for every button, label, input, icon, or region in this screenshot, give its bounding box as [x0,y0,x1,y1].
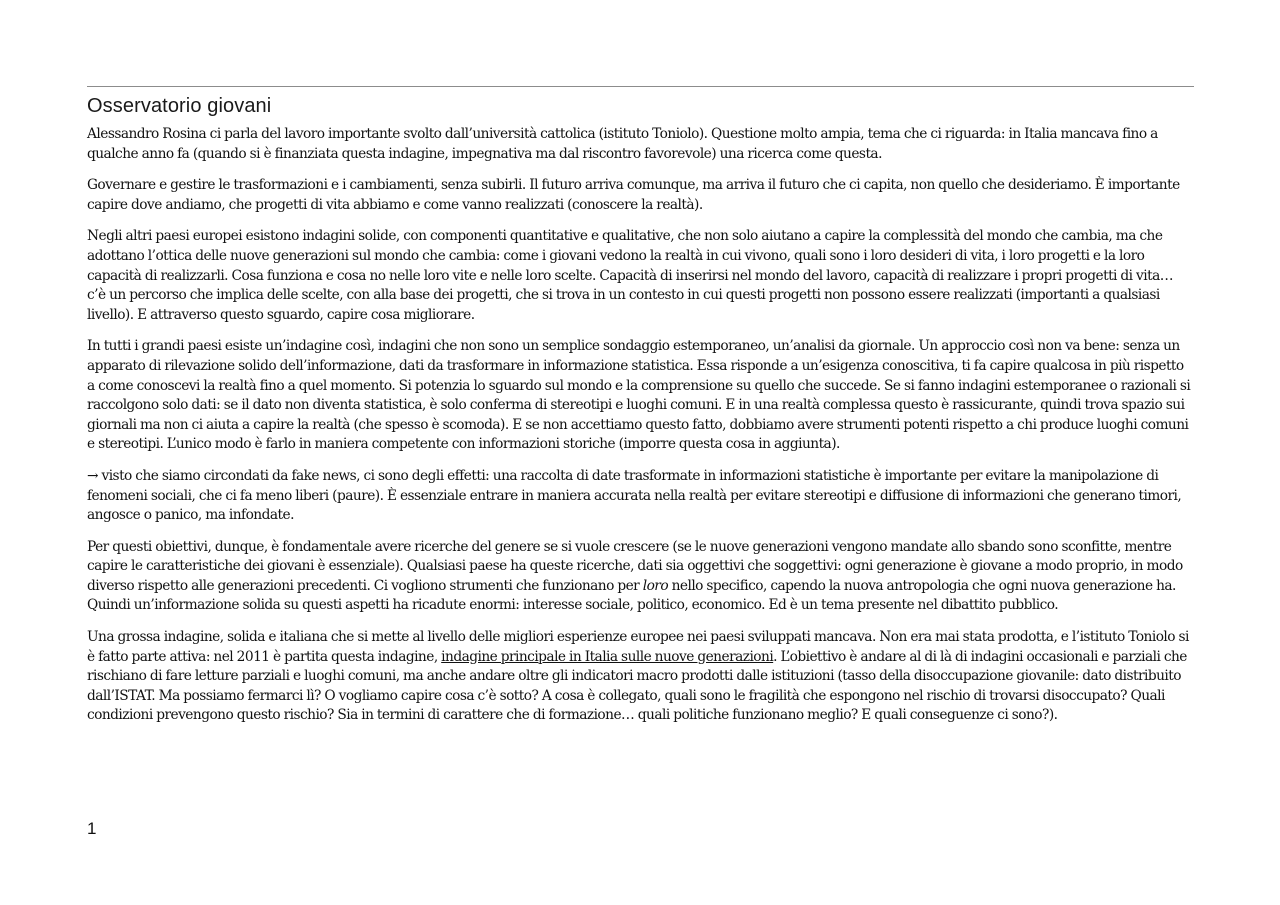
page-number: 1 [87,819,97,838]
paragraph-1: Alessandro Rosina ci parla del lavoro importante svolto dall’università cattolica (istituto Toniolo). Questione molto ampia, tema che ci riguarda: in Italia mancava fino a qualche anno fa (quando si è finanziata questa indagine, impegnativa ma dal riscontro favorevole) una ricerca come questa. [87,126,1158,162]
paragraph-7 [87,628,1194,726]
paragraph-2: Governare e gestire le trasformazioni e i cambiamenti, senza subirli. Il futuro arriva comunque, ma arriva il futuro che ci capita, non quello che desideriamo. È importante capire dove andiamo, che progetti di vita abbiamo e come vanno realizzati (conoscere la realtà). [87,177,1180,213]
paragraph-6-italic-word: loro [642,577,669,594]
document-body [87,125,1194,726]
paragraph-5: → visto che siamo circondati da fake news, ci sono degli effetti: una raccolta di date trasformate in informazioni statistiche è importante per evitare la manipolazione di fenomeni sociali, che ci fa meno liberi (paure). È essenziale entrare in maniera accurata nella realtà per evitare stereotipi e diffusione di informazioni che generano timori, angosce o panico, ma infondate. [87,467,1182,524]
paragraph-7-text-end: . L’obiettivo è andare al di là di indagini occasionali e parziali che rischiano di fare letture parziali e luoghi comuni, ma anche andare oltre gli indicatori macro prodotti dalle istituzioni (tasso della disoccupazione giovanile: dato distribuito dall’ISTAT. Ma possiamo fermarci lì? O vogliamo capire cosa c’è sotto? A cosa è collegato, quali sono le fragilità che espongono nel rischio di trovarsi disoccupato? Quali condizioni prevengono questo rischio? Sia in termini di carattere che di formazione… quali politiche funzionano meglio? E quali conseguenze ci sono?). [87,648,1187,724]
header-rule [87,86,1194,87]
page-title: Osservatorio giovani [87,95,272,117]
paragraph-7-underlined-phrase: indagine principale in Italia sulle nuove generazioni [441,648,774,665]
paragraph-3: Negli altri paesi europei esistono indagini solide, con componenti quantitative e qualitative, che non solo aiutano a capire la complessità del mondo che cambia, ma che adottano l’ottica delle nuove generazioni sul mondo che cambia: come i giovani vedono la realtà in cui vivono, quali sono i loro desideri di vita, i loro progetti e la loro capacità di realizzarli. Cosa funziona e cosa no nelle loro vite e nelle loro scelte. Capacità di inserirsi nel mondo del lavoro, capacità di realizzare i propri progetti di vita… c’è un percorso che implica delle scelte, con alla base dei progetti, che si trova in un contesto in cui questi progetti non possono essere realizzati (importanti a qualsiasi livello). E attraverso questo sguardo, capire cosa migliorare. [87,228,1173,323]
paragraph-6 [87,538,1194,616]
paragraph-7-text-start: Una grossa indagine, solida e italiana che si mette al livello delle migliori esperienze europee nei paesi sviluppati mancava. Non era mai stata prodotta, e l’istituto Toniolo si è fatto parte attiva: nel 2011 è partita questa indagine, [87,629,1189,665]
paragraph-6-text-start: Per questi obiettivi, dunque, è fondamentale avere ricerche del genere se si vuole crescere (se le nuove generazioni vengono mandate allo sbando sono sconfitte, mentre capire le caratteristiche dei giovani è essenziale). Qualsiasi paese ha queste ricerche, dati sia oggettivi che soggettivi: ogni generazione è giovane a modo proprio, in modo diverso rispetto alle generazioni precedenti. Ci vogliono strumenti che funzionano per [87,538,1183,594]
paragraph-4: In tutti i grandi paesi esiste un’indagine così, indagini che non sono un semplice sondaggio estemporaneo, un’analisi da giornale. Un approccio così non va bene: senza un apparato di rilevazione solido dell’informazione, dati da trasformare in informazione statistica. Essa risponde a un’esigenza conoscitiva, ti fa capire qualcosa in più rispetto a come conoscevi la realtà fino a quel momento. Si potenzia lo sguardo sul mondo e la comprensione su quello che succede. Se si fanno indagini estemporanee o razionali si raccolgono solo dati: se il dato non diventa statistica, è solo conferma di stereotipi e luoghi comuni. E in una realtà complessa questo è rassicurante, quindi trova spazio sui giornali ma non ci aiuta a capire la realtà (che spesso è scomoda). E se non accettiamo questo fatto, dobbiamo avere strumenti potenti rispetto a chi produce luoghi comuni e stereotipi. L’unico modo è farlo in maniera competente con informazioni storiche (imporre questa cosa in aggiunta). [87,338,1191,453]
paragraph-6-text-end: nello specifico, capendo la nuova antropologia che ogni nuova generazione ha. Quindi un’informazione solida su questi aspetti ha ricadute enormi: interesse sociale, politico, economico. Ed è un tema presente nel dibattito pubblico. [87,577,1176,614]
